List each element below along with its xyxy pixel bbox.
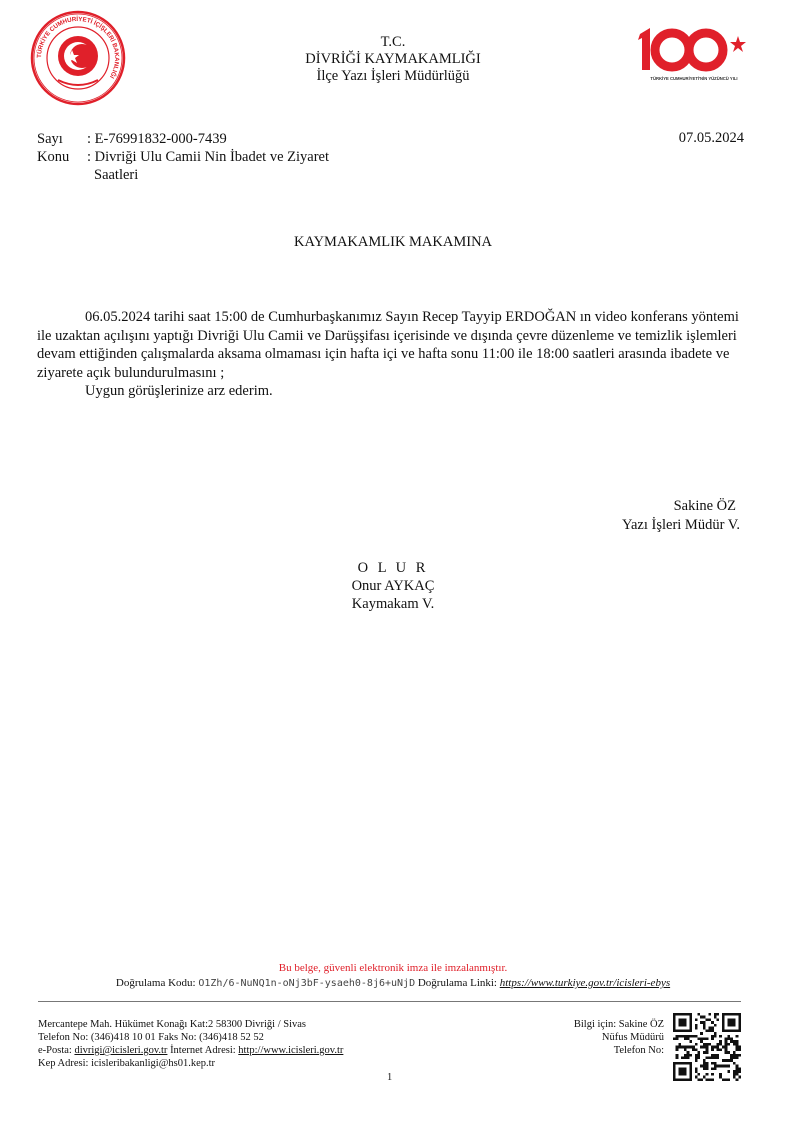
verification-code-label: Doğrulama Kodu: [115,977,196,989]
signer-block [622,497,740,535]
konu-label: Konu [37,149,70,165]
footer-kep: Kep Adresi: icisleribakanligi@hs01.kep.tr [38,1058,216,1069]
addressee: KAYMAKAMLIK MAKAMINA [293,234,493,250]
qr-code-icon [673,1013,741,1081]
konu-value: : Divriği Ulu Camii Nin İbadet ve Ziyaret [87,149,330,165]
sayi-label: Sayı [37,131,63,147]
body-paragraph-1: 06.05.2024 tarihi saat 15:00 de Cumhurbaşkanımız Sayın Recep Tayyip ERDOĞAN ın video konferans yöntemi ile uzaktan açılışını yaptığı Divriği Ulu Camii ve Darüşşifası içerisinde ve dışında çevre düzenleme ve temizlik işlemleri devam ettiğinden çalışmalarda aksama olmaması için hafta içi ve hafta sonu 11:00 ile 18:00 saatleri arasında ibadete ve ziyarete açık bulundurulmasını ; [37,309,739,381]
letter-body [37,308,749,401]
footer-contact [38,1018,343,1070]
approval-olur: O L U R [357,560,429,576]
footer-info [574,1018,664,1057]
centenary-logo [634,20,754,82]
info-role: Nüfus Müdürü [601,1032,664,1043]
footer-divider [38,1001,741,1002]
konu-row [37,148,329,166]
konu-value-cont: Saatleri [94,167,139,183]
svg-text:TÜRKİYE CUMHURİYETİ'NİN YÜZÜNC: TÜRKİYE CUMHURİYETİ'NİN YÜZÜNCÜ YILI [650,76,738,81]
header-tc: T.C. [380,34,406,50]
sayi-value: : E-76991832-000-7439 [87,131,227,147]
verification-line [0,977,786,989]
web-label: İnternet Adresi: [170,1045,236,1056]
approver-title: Kaymakam V. [351,596,435,612]
document-date: 07.05.2024 [678,130,744,146]
page-number: 1 [387,1072,393,1083]
sayi-row [37,130,329,148]
web-link[interactable]: http://www.icisleri.gov.tr [238,1045,344,1056]
approver-name: Onur AYKAÇ [351,578,435,594]
signer-title: Yazı İşleri Müdür V. [621,517,740,533]
verification-link-label: Doğrulama Linki: [417,977,497,989]
document-meta [37,130,329,184]
info-contact: Bilgi için: Sakine ÖZ [573,1019,664,1030]
footer-email-web [38,1044,343,1057]
signer-name: Sakine ÖZ [673,498,736,514]
header-department: İlçe Yazı İşleri Müdürlüğü [316,68,470,84]
svg-text:TÜRKİYE CUMHURİYETİ İÇİŞLERİ B: TÜRKİYE CUMHURİYETİ İÇİŞLERİ BAKANLIĞI [35,15,121,80]
email-label: e-Posta: [38,1045,72,1056]
verification-code: O1Zh/6-NuNQ1n-oNj3bF-ysaeh0-8j6+uNjD [198,978,416,989]
email-link[interactable]: divrigi@icisleri.gov.tr [74,1045,168,1056]
body-paragraph-2: Uygun görüşlerinize arz ederim. [85,383,273,399]
info-phone: Telefon No: [613,1045,664,1056]
approval-block [0,559,786,613]
esign-notice: Bu belge, güvenli elektronik imza ile imzalanmıştır. [278,962,508,974]
footer-phone: Telefon No: (346)418 10 01 Faks No: (346)418 52 52 [38,1032,264,1043]
header-office: DİVRİĞİ KAYMAKAMLIĞI [305,51,481,67]
footer-address: Mercantepe Mah. Hükümet Konağı Kat:2 58300 Divriği / Sivas [38,1019,306,1030]
verification-link[interactable]: https://www.turkiye.gov.tr/icisleri-ebys [499,977,671,989]
